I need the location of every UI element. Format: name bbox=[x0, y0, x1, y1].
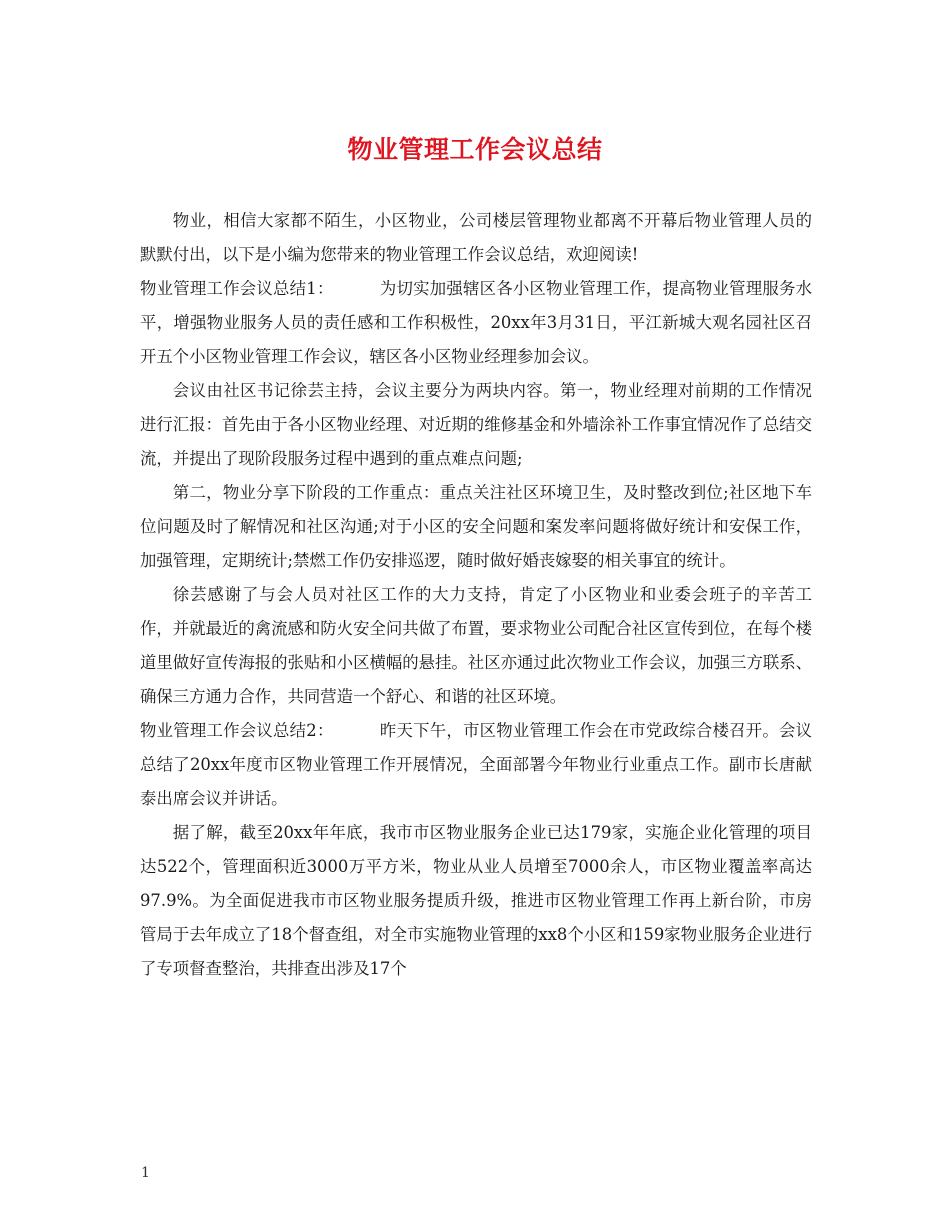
section-2-heading: 物业管理工作会议总结2： bbox=[140, 721, 334, 740]
section-1-paragraph bbox=[140, 272, 812, 374]
section-1-meeting-paragraph: 会议由社区书记徐芸主持，会议主要分为两块内容。第一，物业经理对前期的工作情况进行汇报：首先由于各小区物业经理、对近期的维修基金和外墙涂补工作事宜情况作了总结交流，并提出了现阶段服务过程中遇到的重点难点问题; bbox=[140, 381, 813, 468]
section-1-next-steps-paragraph: 第二，物业分享下阶段的工作重点：重点关注社区环境卫生，及时整改到位;社区地下车位问题及时了解情况和社区沟通;对于小区的安全问题和案发率问题将做好统计和安保工作，加强管理，定期统计;禁燃工作仍安排巡逻，随时做好婚丧嫁娶的相关事宜的统计。 bbox=[140, 483, 812, 570]
section-1-heading: 物业管理工作会议总结1： bbox=[140, 279, 334, 298]
section-2-text: 昨天下午，市区物业管理工作会在市党政综合楼召开。会议总结了20xx年度市区物业管理工作开展情况，全面部署今年物业行业重点工作。副市长唐献泰出席会议并讲话。 bbox=[140, 721, 812, 808]
section-1-text: 为切实加强辖区各小区物业管理工作，提高物业管理服务水平，增强物业服务人员的责任感和工作积极性，20xx年3月31日，平江新城大观名园社区召开五个小区物业管理工作会议，辖区各小区物业经理参加会议。 bbox=[140, 279, 812, 366]
section-2-statistics-paragraph: 据了解，截至20xx年年底，我市市区物业服务企业已达179家，实施企业化管理的项目达522个，管理面积近3000万平方米，物业从业人员增至7000余人，市区物业覆盖率高达97.9%。为全面促进我市市区物业服务提质升级，推进市区物业管理工作再上新台阶，市房管局于去年成立了18个督查组，对全市实施物业管理的xx8个小区和159家物业服务企业进行了专项督查整治，共排查出涉及17个 bbox=[140, 823, 812, 978]
document-body bbox=[140, 204, 812, 986]
page-number: 1 bbox=[141, 1165, 150, 1181]
section-2-paragraph bbox=[140, 714, 812, 816]
intro-paragraph: 物业，相信大家都不陌生，小区物业，公司楼层管理物业都离不开幕后物业管理人员的默默付出，以下是小编为您带来的物业管理工作会议总结，欢迎阅读! bbox=[140, 211, 812, 264]
document-title: 物业管理工作会议总结 bbox=[347, 135, 603, 164]
section-1-closing-paragraph: 徐芸感谢了与会人员对社区工作的大力支持，肯定了小区物业和业委会班子的辛苦工作，并就最近的禽流感和防火安全问共做了布置，要求物业公司配合社区宣传到位，在每个楼道里做好宣传海报的张贴和小区横幅的悬挂。社区亦通过此次物业工作会议，加强三方联系、确保三方通力合作，共同营造一个舒心、和谐的社区环境。 bbox=[140, 585, 813, 706]
